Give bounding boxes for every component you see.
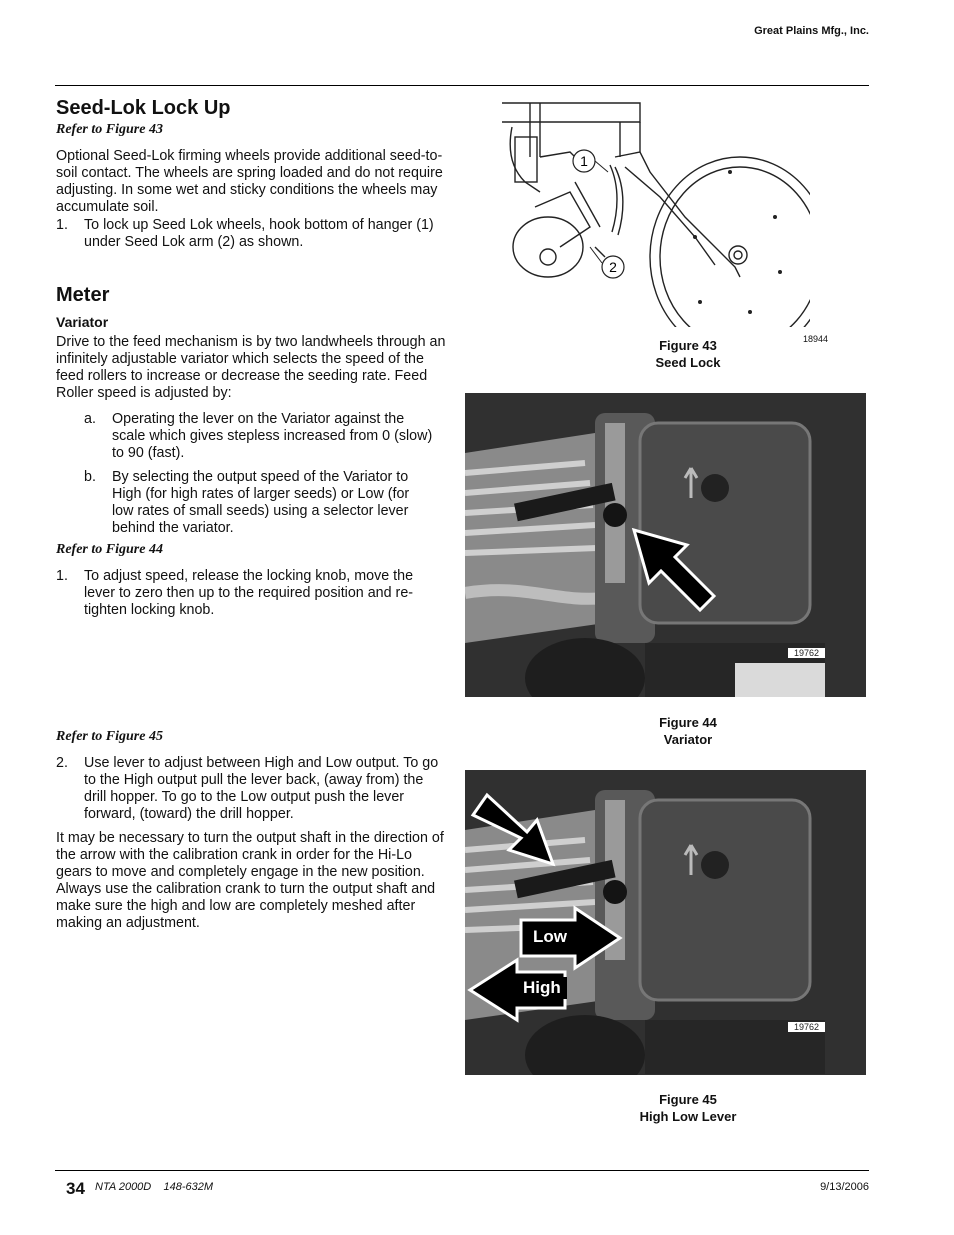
list-item-b	[84, 469, 448, 539]
seed-lok-step-1	[56, 217, 448, 253]
item-label: a.	[84, 411, 96, 427]
item-text: By selecting the output speed of the Variator to High (for high rates of larger seeds) or Low (for low rates of small seeds) using a selector lever behind the variator.	[112, 469, 410, 536]
seed-lock-illustration	[500, 97, 810, 327]
step-text: To lock up Seed Lok wheels, hook bottom of hanger (1) under Seed Lok arm (2) as shown.	[84, 217, 434, 250]
company-name: Great Plains Mfg., Inc.	[754, 25, 869, 37]
figure-43-caption	[588, 337, 788, 371]
figure-title: Variator	[663, 732, 713, 747]
figure-reference: Refer to Figure 44	[56, 542, 163, 557]
step-number: 1.	[56, 568, 68, 584]
step-text: Use lever to adjust between High and Low output. To go to the High output pull the lever back, (away from) the drill hopper. To go to the Low output push the lever forward, (toward) the drill hopper.	[84, 755, 439, 822]
figure-43-drawing	[500, 97, 810, 327]
output-shaft-paragraph: It may be necessary to turn the output shaft in the direction of the arrow with the calibration crank in order for the Hi-Lo gears to move and completely engage in the new position. Always use the calibration crank to turn the output shaft and make sure the high and low are completely meshed after making an adjustment.	[56, 830, 444, 931]
figure-45-caption	[588, 1091, 788, 1125]
figure-label: Figure 45	[659, 1092, 717, 1107]
page-number: 34	[66, 1179, 85, 1198]
item-text: Operating the lever on the Variator against the scale which gives stepless increased from 0 (slow) to 90 (fast).	[112, 411, 433, 461]
photo-id-tag: 19762	[788, 648, 825, 658]
figure-45-photo	[465, 770, 866, 1075]
figure-title: High Low Lever	[639, 1109, 737, 1124]
figure-reference: Refer to Figure 43	[56, 122, 163, 137]
high-label: High	[517, 977, 567, 999]
variator-paragraph: Drive to the feed mechanism is by two landwheels through an infinitely adjustable variator which selects the speed of the feed rollers to increase or decrease the seeding rate. Feed Roller speed is adjusted by:	[56, 334, 446, 401]
figure-title: Seed Lock	[655, 355, 721, 370]
step-text: To adjust speed, release the locking knob, move the lever to zero then up to the required position and re-tighten locking knob.	[84, 568, 414, 618]
step-number: 2.	[56, 755, 68, 771]
callout-2: 2	[609, 259, 617, 275]
item-label: b.	[84, 469, 96, 485]
figure-label: Figure 43	[659, 338, 717, 353]
header-rule	[55, 85, 869, 86]
variator-step-2	[56, 755, 448, 825]
figure-44-photo	[465, 393, 866, 697]
photo-id-tag: 19762	[788, 1022, 825, 1032]
revision-date: 9/13/2006	[820, 1181, 869, 1193]
figure-reference: Refer to Figure 45	[56, 729, 163, 744]
figure-label: Figure 44	[659, 715, 717, 730]
figure-43-id: 18944	[803, 334, 829, 344]
list-item-a	[84, 411, 448, 463]
figure-44-caption	[588, 714, 788, 748]
step-number: 1.	[56, 217, 68, 233]
footer-rule	[55, 1170, 869, 1171]
variator-step-1	[56, 568, 448, 622]
callout-1: 1	[580, 153, 588, 169]
document-id: NTA 2000D 148-632M	[95, 1181, 214, 1193]
seed-lok-paragraph: Optional Seed-Lok firming wheels provide additional seed-to-soil contact. The wheels are spring loaded and do not require adjusting. In some wet and sticky conditions the wheels may accumulate soil.	[56, 148, 443, 215]
section-title-meter: Meter	[56, 284, 110, 306]
subheading-variator: Variator	[56, 314, 109, 330]
low-label: Low	[527, 926, 573, 948]
section-title-seed-lok: Seed-Lok Lock Up	[56, 97, 231, 119]
